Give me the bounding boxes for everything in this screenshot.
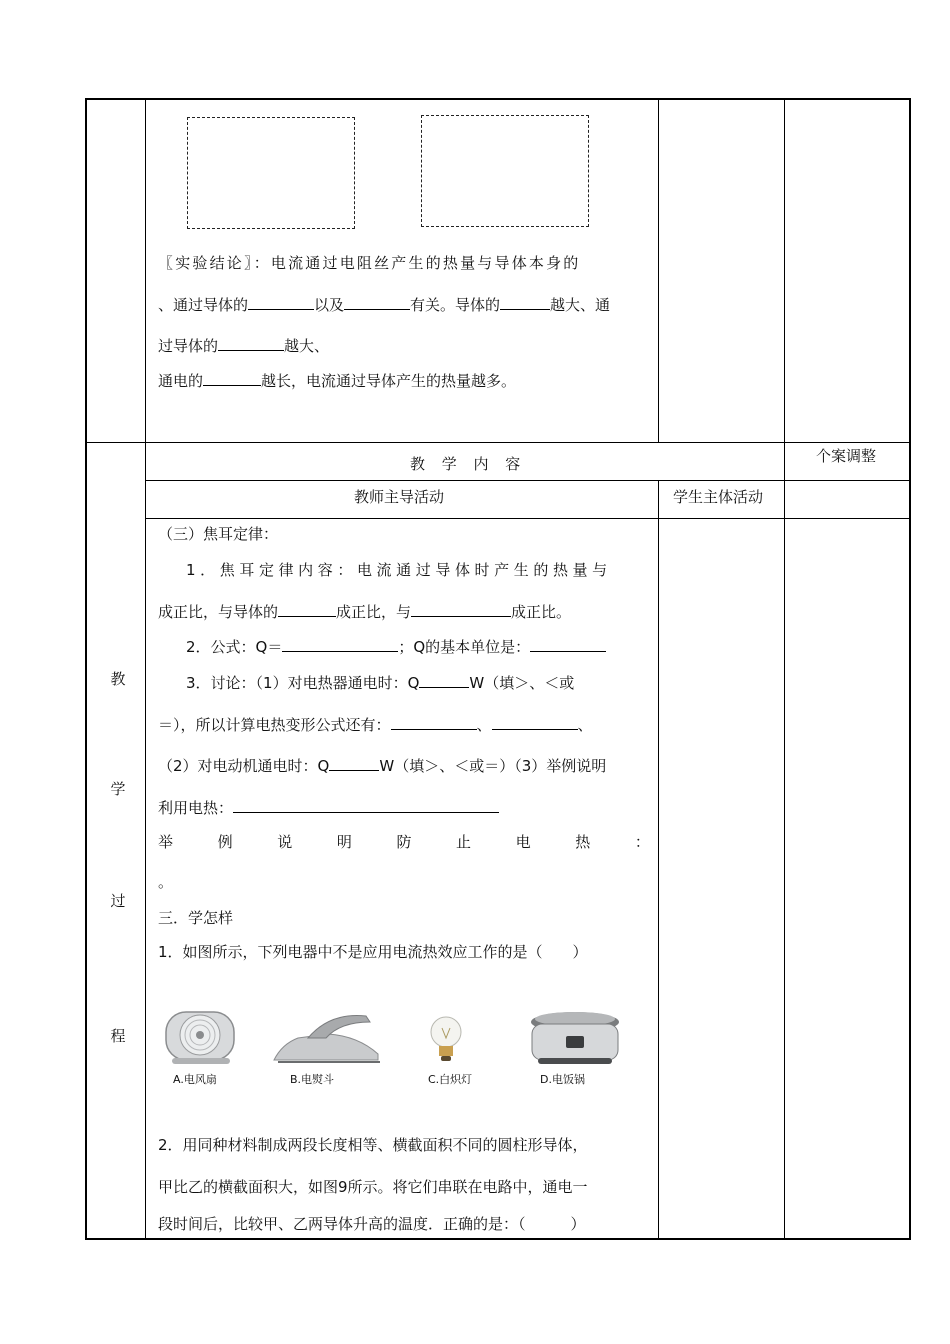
prevent-char: 电 <box>515 833 531 851</box>
joule-item3c: ＝），所以计算电热变形公式还有： <box>158 716 391 734</box>
joule-item3a: 3．讨论：（1）对电热器通电时：Q <box>186 674 420 692</box>
blank-field <box>278 601 336 617</box>
fan-icon <box>160 1010 242 1068</box>
conclusion-line4 <box>158 370 650 391</box>
prevent-char: 止 <box>456 833 472 851</box>
joule-item3-line1 <box>158 672 650 693</box>
side-label-char1: 教 <box>110 670 126 688</box>
joule-item3d: 、 <box>476 716 492 734</box>
joule-item1d: 成正比。 <box>511 603 572 621</box>
rice-cooker-icon <box>524 1008 626 1068</box>
side-label-char2: 学 <box>110 780 126 798</box>
joule-section-title: （三）焦耳定律： <box>158 525 279 543</box>
question-1: 1．如图所示，下列电器中不是应用电流热效应工作的是（ ） <box>158 943 588 961</box>
table-border-c2 <box>658 98 659 443</box>
joule-item2b: ；Q的基本单位是： <box>398 638 531 656</box>
side-label-char3: 过 <box>110 892 126 910</box>
diagram-box-right <box>421 115 589 227</box>
conclusion-text2a: 、通过导体的 <box>158 296 249 314</box>
option-c-label: C.白炽灯 <box>428 1073 473 1086</box>
prevent-char: 热 <box>575 833 591 851</box>
conclusion-text4b: 越长，电流通过导体产生的热量越多。 <box>261 372 517 390</box>
blank-field <box>248 294 314 310</box>
conclusion-text1: 〖实验结论〗：电流通过电阻丝产生的热量与导体本身的 <box>158 254 581 272</box>
table-row-top <box>85 98 911 100</box>
joule-item2a: 2．公式：Q＝ <box>186 638 283 656</box>
table-row-bottom <box>85 1238 911 1240</box>
conclusion-text2b: 以及 <box>314 296 345 314</box>
joule-prevent-line <box>158 832 650 852</box>
conclusion-line1 <box>158 253 650 273</box>
table-border-left <box>85 98 87 1240</box>
learn-heading: 三．学怎样 <box>158 909 234 927</box>
table-row-sep1 <box>85 442 911 443</box>
lightbulb-icon <box>426 1014 466 1064</box>
joule-item1-line1 <box>158 560 650 580</box>
table-border-c3 <box>784 98 785 1240</box>
option-d-label: D.电饭锅 <box>540 1073 585 1086</box>
blank-field <box>329 755 379 771</box>
question-2-line2: 甲比乙的横截面积大，如图9所示。将它们串联在电路中，通电一 <box>158 1178 588 1196</box>
prevent-char: 举 <box>158 833 174 851</box>
option-b-label: B.电熨斗 <box>290 1073 335 1086</box>
prevent-char: 说 <box>277 833 293 851</box>
joule-item3g: W（填＞、＜或＝）（3）举例说明 <box>379 757 607 775</box>
table-row-sep3 <box>145 518 911 519</box>
diagram-box-left <box>187 117 355 229</box>
question-2-line3: 段时间后，比较甲、乙两导体升高的温度．正确的是：（ ） <box>158 1215 586 1233</box>
blank-field <box>233 797 499 813</box>
option-a-label: A.电风扇 <box>173 1073 217 1086</box>
header-student-activity: 学生主体活动 <box>673 488 764 506</box>
blank-field <box>411 601 511 617</box>
joule-item3e: 、 <box>577 716 593 734</box>
question-2-line1: 2．用同种材料制成两段长度相等、横截面积不同的圆柱形导体， <box>158 1136 588 1154</box>
table-border-c1 <box>145 98 146 1240</box>
blank-field <box>344 294 410 310</box>
side-label-char4: 程 <box>110 1027 126 1045</box>
joule-item3f: （2）对电动机通电时：Q <box>158 757 330 775</box>
conclusion-line2 <box>158 294 650 315</box>
blank-field <box>530 636 606 652</box>
joule-item3-line2 <box>158 714 650 735</box>
header-teaching-content: 教 学 内 容 <box>410 455 527 473</box>
joule-item1a: 1．焦耳定律内容：电流通过导体时产生的热量与 <box>186 561 612 579</box>
conclusion-text3b: 越大、 <box>284 337 330 355</box>
header-case-adjust: 个案调整 <box>816 447 877 465</box>
table-border-right <box>909 98 911 1240</box>
blank-field <box>500 294 550 310</box>
blank-field <box>492 714 578 730</box>
prevent-char: 防 <box>396 833 412 851</box>
blank-field <box>282 636 398 652</box>
iron-icon <box>268 1008 386 1068</box>
joule-item1-line2 <box>158 601 650 622</box>
joule-item3h: 利用电热： <box>158 799 234 817</box>
conclusion-text2d: 越大、通 <box>550 296 611 314</box>
blank-field <box>419 672 469 688</box>
header-teacher-activity: 教师主导活动 <box>354 488 445 506</box>
blank-field <box>203 370 261 386</box>
joule-item1b: 成正比，与导体的 <box>158 603 279 621</box>
conclusion-text4a: 通电的 <box>158 372 204 390</box>
prevent-char: 明 <box>336 833 352 851</box>
joule-item3b: W（填＞、＜或 <box>469 674 575 692</box>
joule-item1c: 成正比，与 <box>336 603 412 621</box>
conclusion-line3 <box>158 335 650 356</box>
prevent-char: 例 <box>217 833 233 851</box>
conclusion-text2c: 有关。导体的 <box>410 296 501 314</box>
joule-item2 <box>158 636 650 657</box>
joule-item3-line3 <box>158 755 650 776</box>
joule-period: 。 <box>158 873 174 891</box>
joule-item3-line4 <box>158 797 650 818</box>
table-row-sep2 <box>145 480 911 481</box>
blank-field <box>391 714 477 730</box>
blank-field <box>218 335 284 351</box>
conclusion-text3a: 过导体的 <box>158 337 219 355</box>
table-border-c2b <box>658 480 659 1240</box>
prevent-char: ： <box>634 833 650 851</box>
